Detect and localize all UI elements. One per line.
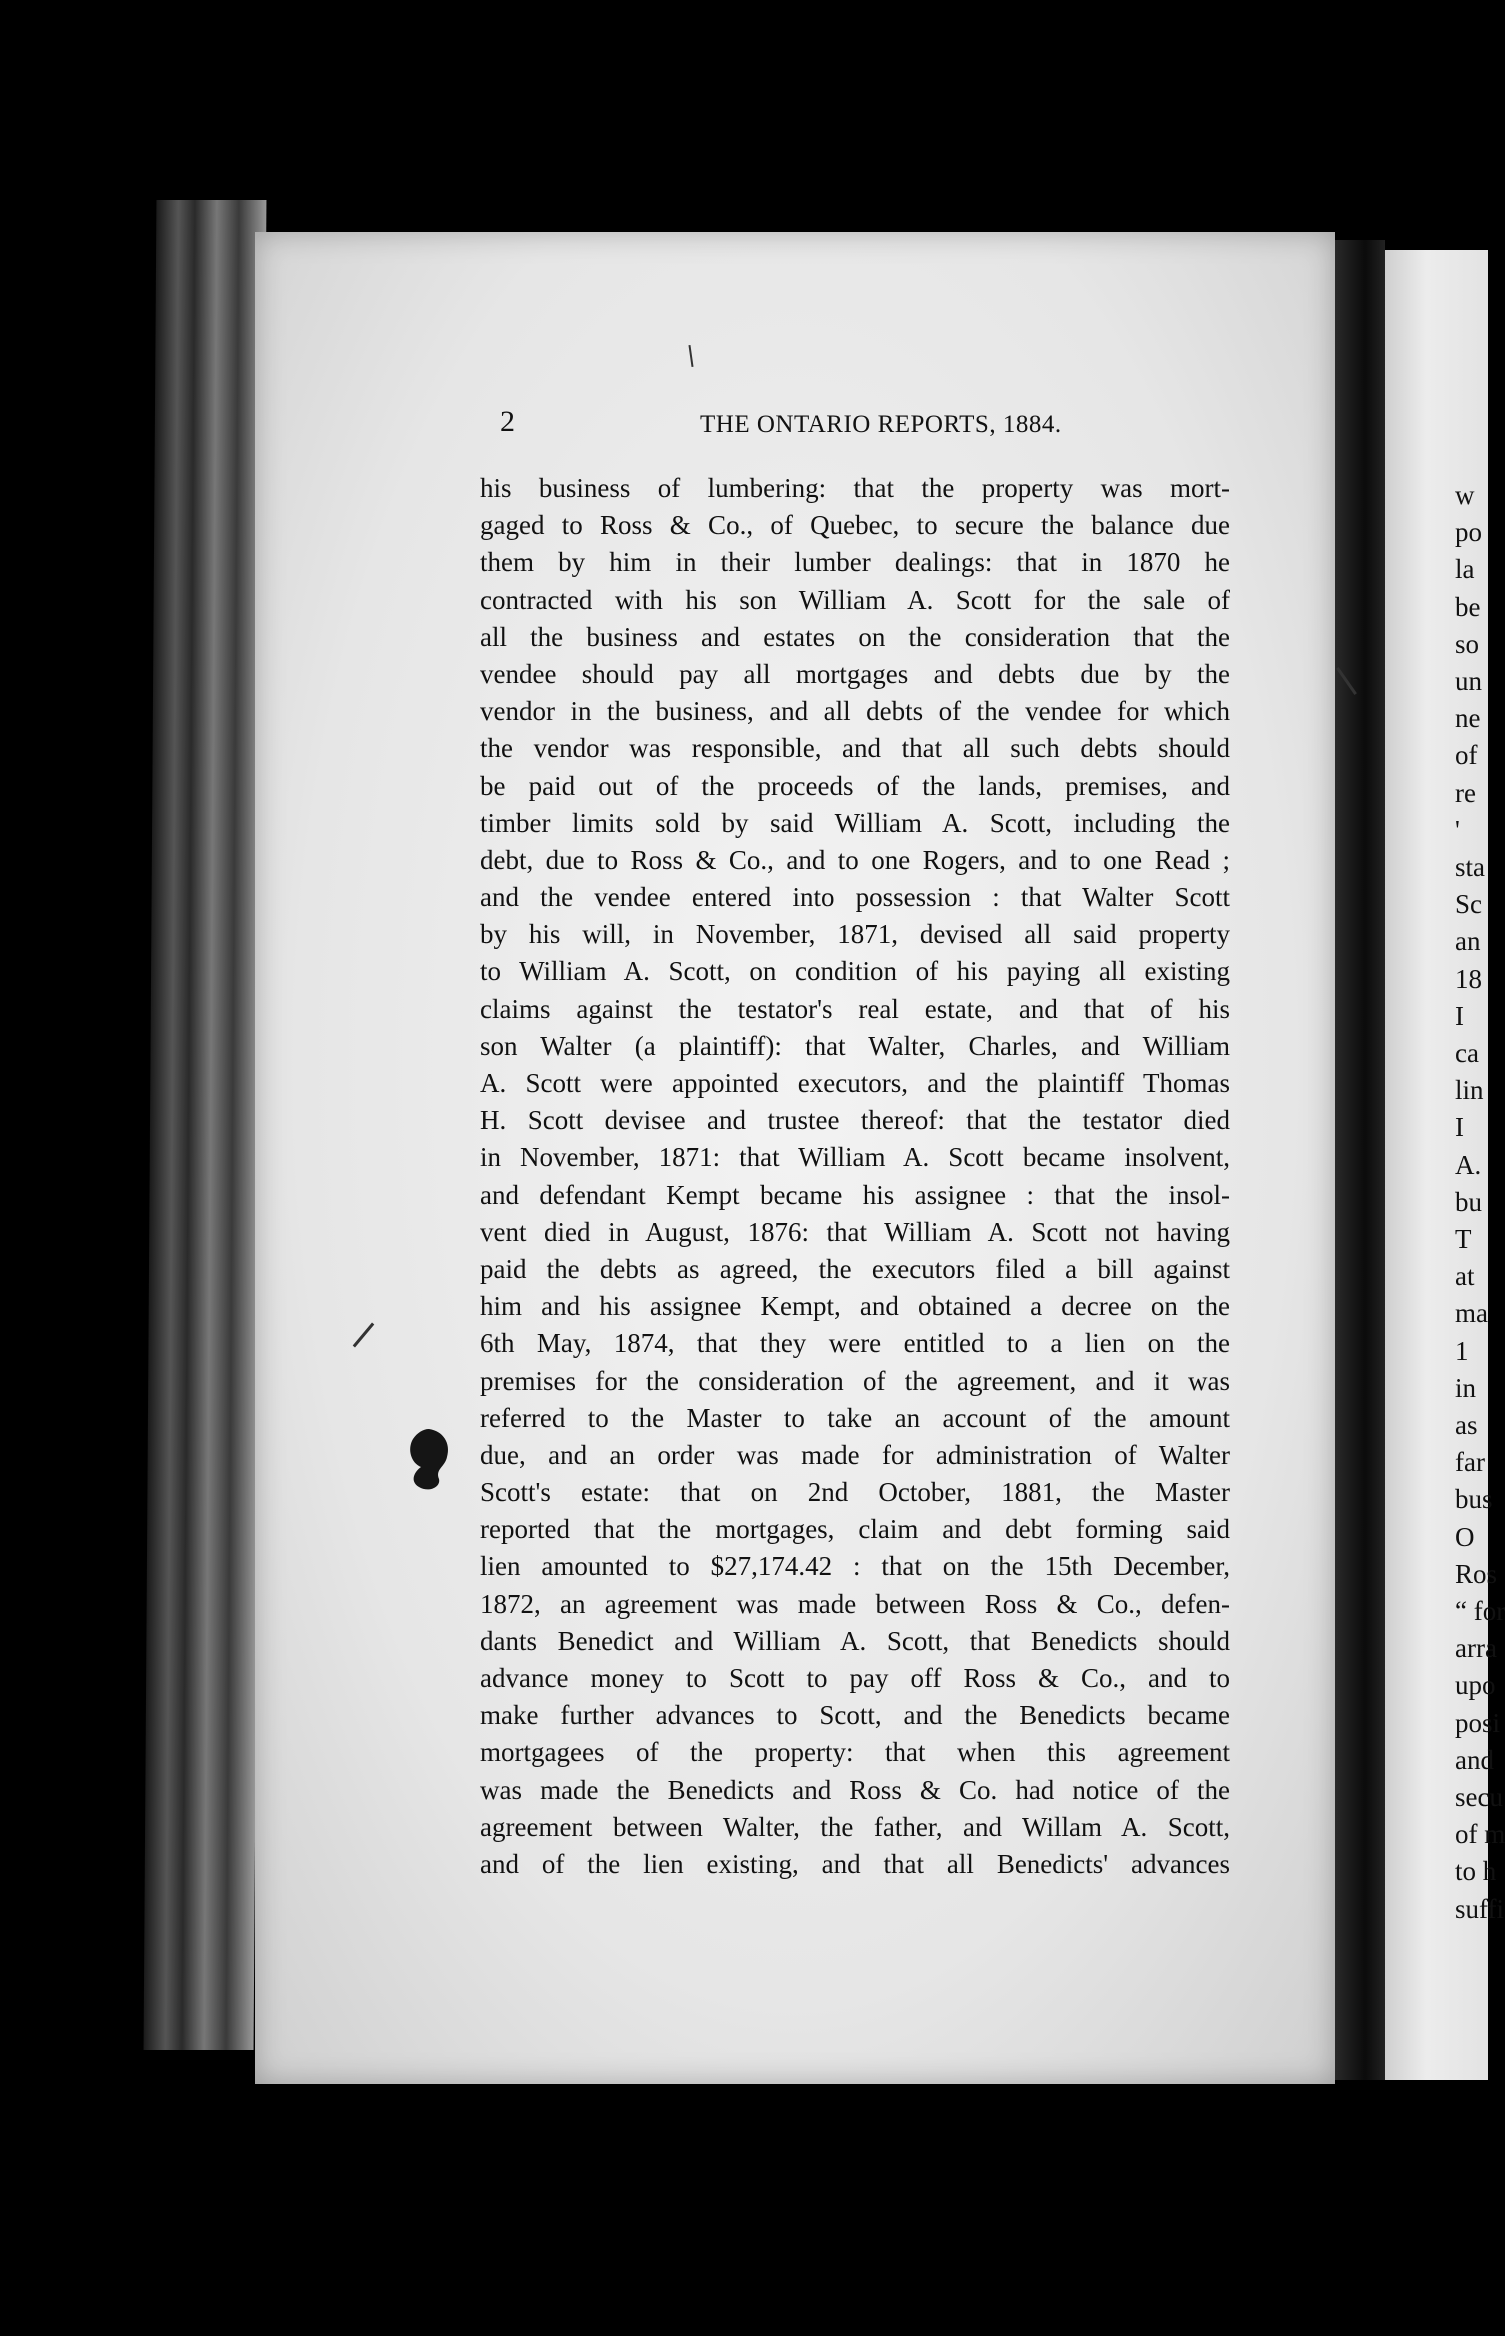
text-line: claims against the testator's real estate, and that of his	[480, 993, 1230, 1024]
text-line: lien amounted to $27,174.42 : that on the 15th December,	[480, 1551, 1230, 1582]
text-line: and the vendee entered into possession : that Walter Scott	[480, 882, 1230, 913]
page-edge-stack	[144, 200, 267, 2050]
facing-page-fragment: at	[1455, 1261, 1475, 1292]
facing-page-fragment: bus	[1455, 1484, 1493, 1515]
facing-page-fragment: w	[1455, 480, 1475, 510]
facing-page-fragment: Sc	[1455, 889, 1482, 920]
facing-page-fragment: “ for	[1455, 1596, 1505, 1626]
facing-page-fragment: I	[1455, 1000, 1464, 1031]
text-line: him and his assignee Kempt, and obtained a decree on the	[480, 1291, 1230, 1322]
text-line: Scott's estate: that on 2nd October, 1881, the Master	[480, 1477, 1230, 1508]
text-line: them by him in their lumber dealings: that in 1870 he	[480, 547, 1230, 578]
facing-page-fragment: so	[1455, 628, 1480, 659]
text-line: premises for the consideration of the agreement, and it was	[480, 1365, 1230, 1396]
text-line: mortgagees of the property: that when this agreement	[480, 1737, 1230, 1768]
facing-page-fragment: la	[1455, 554, 1475, 585]
facing-page-fragment: T	[1455, 1224, 1472, 1254]
facing-page-fragment: and	[1455, 1744, 1494, 1775]
text-line: all the business and estates on the consideration that the	[480, 621, 1230, 652]
text-line: H. Scott devisee and trustee thereof: that the testator died	[480, 1105, 1230, 1136]
facing-page-fragment: I	[1455, 1112, 1464, 1143]
facing-page-fragment: '	[1455, 814, 1460, 845]
page-number: 2	[500, 405, 515, 438]
facing-page-fragment: re	[1455, 777, 1476, 808]
text-line: and defendant Kempt became his assignee : that the insol-	[480, 1179, 1230, 1210]
text-line: and of the lien existing, and that all Benedicts' advances	[480, 1848, 1230, 1879]
facing-page-fragment: lin	[1455, 1075, 1484, 1106]
facing-page-fragment: to h	[1455, 1856, 1497, 1887]
text-line: contracted with his son William A. Scott for the sale of	[480, 584, 1230, 615]
text-line: timber limits sold by said William A. Scott, including the	[480, 807, 1230, 838]
text-line: to William A. Scott, on condition of his paying all existing	[480, 956, 1230, 987]
ink-blot-mark	[405, 1425, 453, 1495]
text-line: was made the Benedicts and Ross & Co. had notice of the	[480, 1774, 1230, 1805]
text-line: 1872, an agreement was made between Ross & Co., defen-	[480, 1588, 1230, 1619]
facing-page-fragment: sta	[1455, 852, 1485, 882]
text-line: 6th May, 1874, that they were entitled to a lien on the	[480, 1328, 1230, 1359]
facing-page-fragment: as	[1455, 1410, 1478, 1440]
facing-page-fragment: secu	[1455, 1782, 1503, 1812]
text-line: due, and an order was made for administration of Walter	[480, 1439, 1230, 1470]
facing-page-fragment: upo	[1455, 1670, 1496, 1701]
text-line: by his will, in November, 1871, devised all said property	[480, 919, 1230, 950]
text-line: son Walter (a plaintiff): that Walter, Charles, and William	[480, 1030, 1230, 1061]
text-line: dants Benedict and William A. Scott, that Benedicts should	[480, 1625, 1230, 1656]
text-line: vendee should pay all mortgages and debts due by the	[480, 658, 1230, 689]
facing-page-fragment: O	[1455, 1521, 1475, 1552]
facing-page-fragment: ca	[1455, 1038, 1479, 1068]
book-gutter	[1335, 240, 1385, 2080]
text-line: vendor in the business, and all debts of the vendee for which	[480, 696, 1230, 727]
facing-page-fragment: ne	[1455, 703, 1481, 734]
text-line: paid the debts as agreed, the executors filed a bill against	[480, 1253, 1230, 1284]
text-line: in November, 1871: that William A. Scott became insolvent,	[480, 1142, 1230, 1173]
text-line: his business of lumbering: that the property was mort-	[480, 473, 1230, 503]
facing-page-fragment: in	[1455, 1372, 1477, 1403]
facing-page-fragment: suffi	[1455, 1893, 1505, 1924]
facing-page-fragment: A.	[1455, 1149, 1482, 1180]
facing-page-fragment: 18	[1455, 963, 1482, 994]
facing-page-fragment: po	[1455, 517, 1482, 548]
running-head	[0, 405, 1488, 445]
facing-page-fragment: 1	[1455, 1335, 1469, 1366]
facing-page-fragment: un	[1455, 666, 1482, 696]
facing-page-fragment: ma	[1455, 1298, 1488, 1329]
text-line: referred to the Master to take an account of the amount	[480, 1402, 1230, 1433]
text-line: debt, due to Ross & Co., and to one Rogers, and to one Read ;	[480, 844, 1230, 875]
facing-page-fragment: an	[1455, 926, 1481, 957]
facing-page-fragment: of m	[1455, 1819, 1505, 1850]
facing-page-fragment: of	[1455, 740, 1478, 771]
text-line: gaged to Ross & Co., of Quebec, to secure the balance due	[480, 510, 1230, 541]
facing-page-fragment: be	[1455, 591, 1481, 622]
text-line: agreement between Walter, the father, and Willam A. Scott,	[480, 1811, 1230, 1842]
running-title: THE ONTARIO REPORTS, 1884.	[700, 411, 1062, 438]
text-line: advance money to Scott to pay off Ross & Co., and to	[480, 1663, 1230, 1693]
body-text	[480, 470, 1230, 1883]
facing-page-fragment: far	[1455, 1447, 1485, 1478]
facing-page-fragment: bu	[1455, 1186, 1482, 1217]
text-line: reported that the mortgages, claim and debt forming said	[480, 1514, 1230, 1545]
facing-page-fragment: posi	[1455, 1707, 1501, 1738]
text-line: vent died in August, 1876: that William A. Scott not having	[480, 1216, 1230, 1247]
facing-page-fragment: Ros	[1455, 1558, 1498, 1589]
text-line: make further advances to Scott, and the Benedicts became	[480, 1700, 1230, 1731]
text-line: be paid out of the proceeds of the lands, premises, and	[480, 770, 1230, 801]
text-line: A. Scott were appointed executors, and the plaintiff Thomas	[480, 1068, 1230, 1098]
text-line: the vendor was responsible, and that all such debts should	[480, 733, 1230, 764]
facing-page-fragment: arra	[1455, 1633, 1497, 1664]
